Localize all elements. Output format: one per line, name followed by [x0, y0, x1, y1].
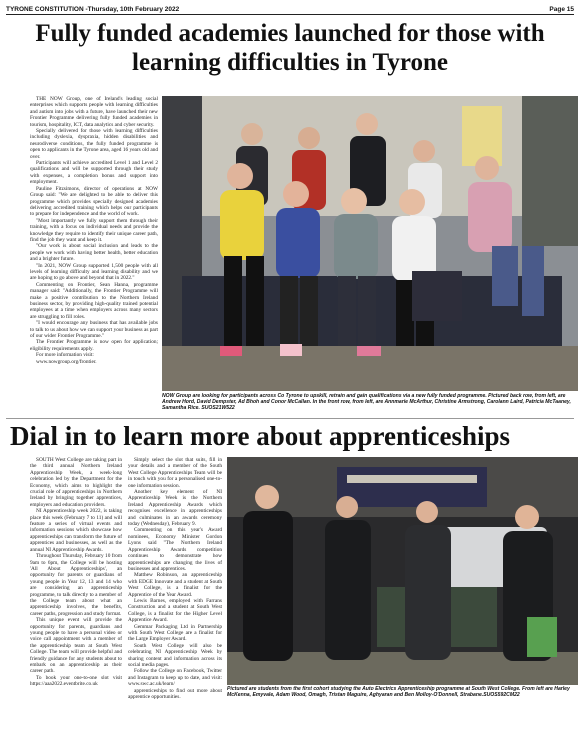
paragraph: Commenting on this year's Award nominees, Economy Minister Gordon Lyons said "The Northern Ireland Apprenticeship Awards competition continues to demonstrate how apprenticeships are changing the lives of businesses and apprentices.	[128, 527, 222, 572]
paragraph: Specially delivered for those with learning difficulties including dyslexia, dyspraxia, hidden disabilities and neurodiverse conditions, the fully funded programme is open to applicants in the Tyrone area, aged 16 years old and over.	[30, 128, 158, 160]
paragraph: To book your one-to-one slot visit https://aaa2022.eventbrite.co.uk	[30, 674, 122, 688]
paragraph: Another key element of NI Apprenticeship Week is the Northern Ireland Apprenticeship Awards which recognises excellence in apprenticeships and culminates in an awards ceremony today (Wednesday), February 9.	[128, 489, 222, 528]
students-photo-image	[227, 457, 578, 685]
article2-caption: Pictured are students from the first cohort studying the Auto Electrics Apprenticeship programme at South West College. From left are Harley McKenna, Emyvale, Adam Wood, Omagh, Tristan Maguire, Aghyaran and Ben Molloy-O'Donnell, Strabane.SUOS592CM22	[227, 686, 570, 699]
paragraph: For more information visit:	[36, 352, 94, 359]
paragraph: Simply select the slot that suits, fill in your details and a member of the South West College Apprenticeships Team will be in touch with you for a personalised one-to-one information session.	[128, 457, 222, 489]
article1-body	[30, 96, 158, 414]
paragraph: apprenticeships to find out more about apprentice opportunities.	[128, 687, 222, 701]
paragraph: Commenting on Frontier, Sean Hanna, programme manager said: "Additionally, the Frontier Programme will make a positive contribution to the Northern Ireland business sector, by providing high-quality trained potential employees at a time when employers across many sectors are struggling to fill roles.	[30, 281, 158, 320]
paragraph: Pauline Fitzsimons, director of operations at NOW Group said: "We are delighted to be able to deliver this programme which provides specially designed academies delivering accredited training which helps our participants to prepare for independence and the world of work.	[30, 185, 158, 218]
paragraph: www.nowgroup.org/frontier.	[36, 358, 97, 365]
paragraph: Throughout Thursday, February 10 from 9am to 6pm, the College will be hosting 'All About Apprenticeships', an opportunity for parents or guardians of young people in Year 12, 13 and 14 who are considering an apprenticeship programme, to talk directly to a member of the College team about what an apprenticeship involves, the benefits, career paths, progression and study format.	[30, 553, 122, 617]
paragraph: Lewis Barnes, employed with Farrans Construction and a student at South West College, is a finalist for the Higher Level Apprentice Award.	[128, 597, 222, 624]
paragraph: SOUTH West College are taking part in the third annual Northern Ireland Apprenticeship Week, a week-long celebration led by the Department for the Economy, which aims to highlight the crucial role of apprenticeships in Northern Ireland by bringing together apprentices, employers and education providers.	[30, 457, 122, 508]
paragraph: South West College will also be celebrating NI Apprenticeship Week by sharing content and information across its social media pages.	[128, 642, 222, 668]
group-photo-image	[162, 96, 578, 391]
paragraph: This unique event will provide the opportunity for parents, guardians and young people to have a personal video or voice call appointment with a member of the apprenticeship team at South West College. The team will provide helpful and friendly guidance for any students about to embark on an apprenticeship as their career path.	[30, 617, 122, 675]
page-number: Page 15	[549, 5, 574, 13]
article2-column-1	[30, 457, 122, 733]
paragraph: "I would encourage any business that has available jobs to talk to us about how we can support your business as part of our wider Frontier Programme."	[30, 320, 158, 340]
paragraph: Matthew Robinson, an apprenticeship with EDGE Innovate and a student at South West College, is a finalist for the Apprentice of the Year Award.	[128, 572, 222, 598]
paragraph: Participants will achieve accredited Level 1 and Level 2 qualifications and will be supported through their study with expenses, a completion bonus and support into employment.	[30, 160, 158, 186]
article-separator	[6, 418, 574, 419]
paragraph: Follow the College on Facebook, Twitter and Instagram to keep up to date, and visit: www.swc.ac.uk/learn/	[128, 668, 222, 688]
paragraph: Gemmar Packaging Ltd in Partnership with South West College are a finalist for the Large Employer Award.	[128, 623, 222, 643]
article1-caption: NOW Group are looking for participants across Co Tyrone to upskill, retrain and gain qualifications via a new fully funded programme. Pictured back row, from left, are Andrew Hord, David Dempster, Ad Bhoh and Conor McCallan. In the front row, from left, are Annmarie McArthur, Christine Armstrong, Carolann Laird, Patricia McTaaney, Samantha Rice. SUOS21W522	[162, 393, 571, 412]
paragraph: "Our work is about social inclusion and leads to the people we work with having better health, better education and a brighter future.	[30, 243, 158, 263]
article1-headline: Fully funded academies launched for those with learning difficulties in Tyrone	[35, 20, 545, 76]
paragraph: The Frontier Programme is now open for application; eligibility requirements apply.	[30, 339, 158, 352]
article2-photo	[227, 457, 578, 685]
article2-headline: Dial in to learn more about apprenticeships	[10, 421, 511, 451]
paragraph: "Most importantly we fully support them through their training, with a focus on individual needs and provide the knowledge they require to identify their unique career path, find the job they want and keep it.	[30, 217, 158, 243]
article1-photo	[162, 96, 578, 391]
paragraph: NI Apprenticeship week 2022, is taking place this week (February 7 to 11) and will feature a series of virtual events and information sessions which showcase how apprenticeships can transform the future of apprentices and businesses, as well as the annual NI Apprenticeship Awards.	[30, 508, 122, 553]
paragraph: THE NOW Group, one of Ireland's leading social enterprises which supports people with learning difficulties and autism into jobs with a future, have launched their new Frontier Programme delivering fully funded academies in tourism, hospitality, ICT, data analytics and cyber security.	[30, 96, 158, 128]
article2-column-2	[128, 457, 222, 733]
header-rule	[6, 14, 574, 15]
paragraph: "In 2021, NOW Group supported 1,500 people with all levels of learning difficulty and learning disability and we are hoping to go above and beyond that in 2022."	[30, 262, 158, 282]
paper-dateline: TYRONE CONSTITUTION -Thursday, 10th February 2022	[6, 5, 180, 13]
